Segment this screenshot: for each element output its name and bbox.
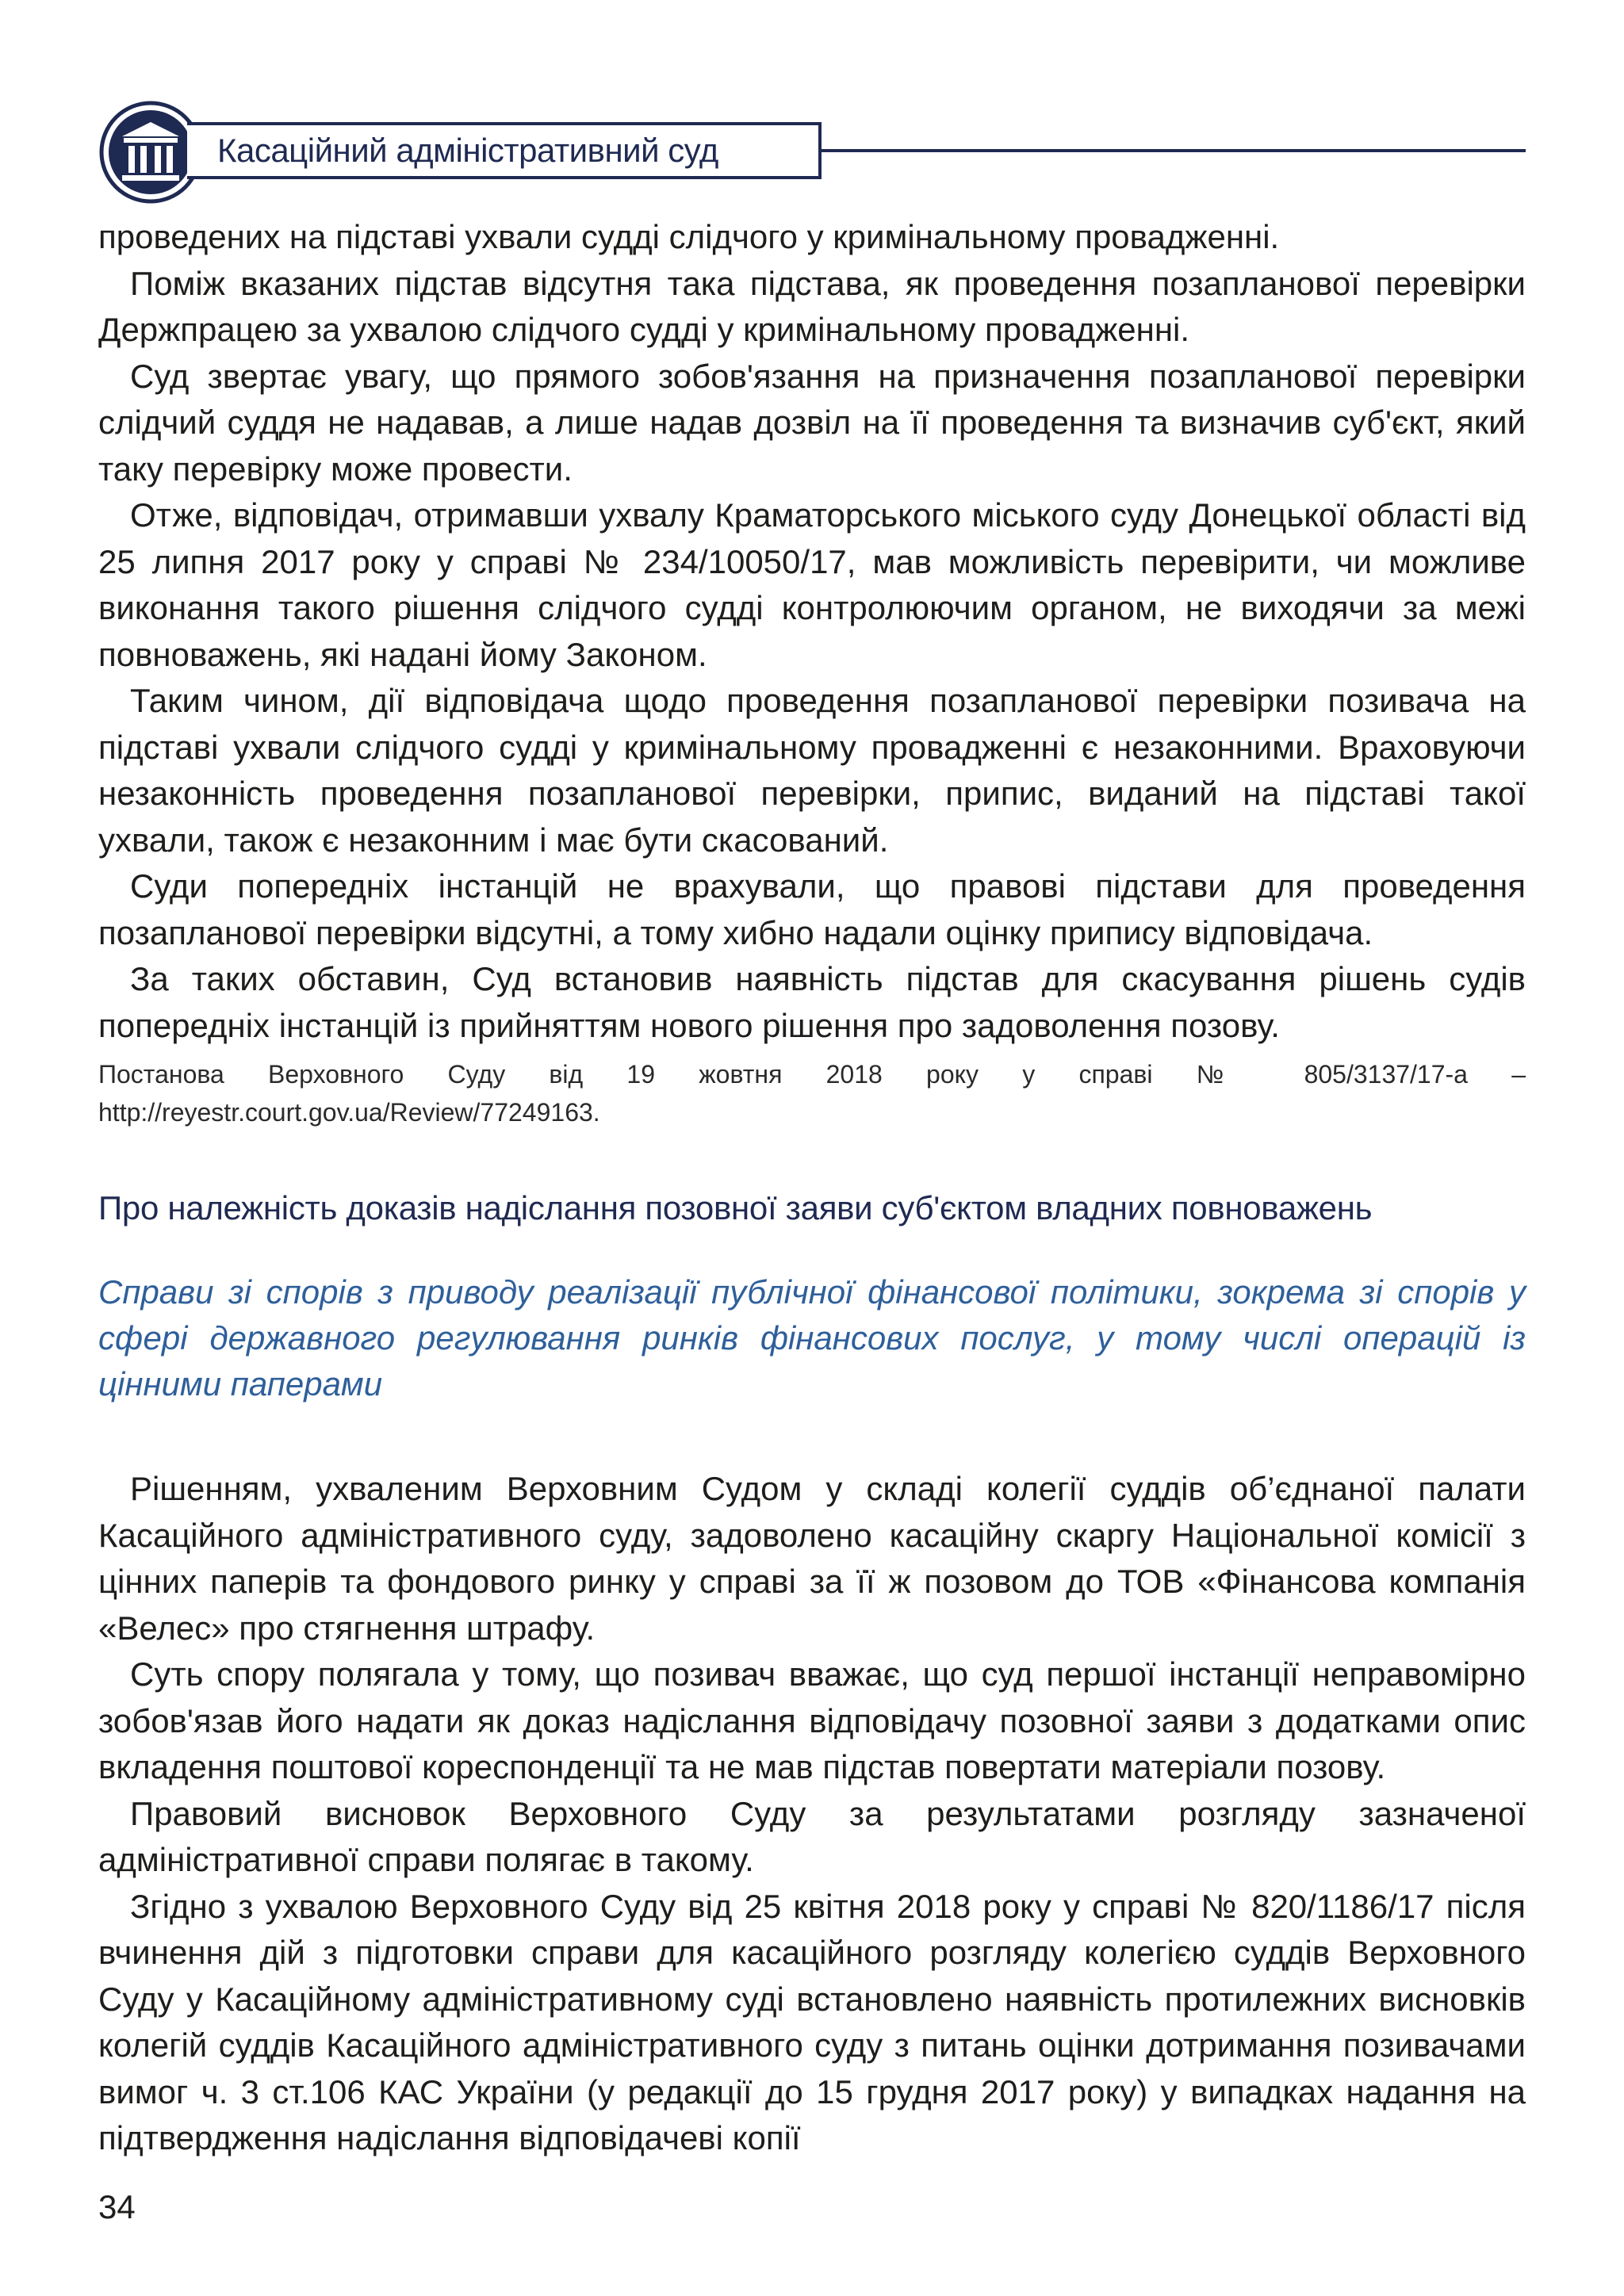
paragraph: Отже, відповідач, отримавши ухвалу Краматорського міського суду Донецької області від 25 липня 2017 року у справі № 234/10050/17, мав можливість перевірити, чи можливе виконання такого рішення слідчого судді контролюючим органом, не виходячи за межі повноважень, які надані йому Законом. [98,496,1526,673]
paragraph: Суд звертає увагу, що прямого зобов'язання на призначення позапланової перевірки слідчий суддя не надавав, а лише надав дозвіл на її проведення та визначив суб'єкт, який таку перевірку може провести. [98,357,1526,488]
page-number: 34 [98,2188,136,2225]
section-title: Про належність доказів надіслання позовної заяви суб'єктом владних повноважень [98,1189,1373,1226]
spacer [98,1407,1526,1466]
paragraph: За таких обставин, Суд встановив наявність підстав для скасування рішень судів попередніх інстанцій із прийняттям нового рішення про задоволення позову. [98,960,1526,1044]
court-name: Касаційний адміністративний суд [217,132,718,169]
page-header [98,100,1526,205]
paragraph: Згідно з ухвалою Верховного Суду від 25 квітня 2018 року у справі № 820/1186/17 після вчинення дій з підготовки справи для касаційного розгляду колегією суддів Верховного Суду у Касаційному адміністративному суді встановлено наявність протилежних висновків колегій суддів Касаційного адміністративного суду з питань оцінки дотримання позивачами вимог ч. 3 ст.106 КАС України (у редакції до 15 грудня 2017 року) у випадках надання на підтвердження надіслання відповідачеві копії [98,1887,1526,2156]
page-content [98,214,1526,2162]
paragraph-continued: проведених на підставі ухвали судді слідчого у кримінальному провадженні. [98,218,1280,255]
paragraph: Таким чином, дії відповідача щодо проведення позапланової перевірки позивача на підставі ухвали слідчого судді у кримінальному провадженні є незаконними. Враховуючи незаконність проведення позапланової перевірки, припис, виданий на підставі такої ухвали, також є незаконним і має бути скасований. [98,682,1526,859]
paragraph: Суди попередніх інстанцій не врахували, що правові підстави для проведення позапланової перевірки відсутні, а тому хибно надали оцінку припису відповідача. [98,867,1526,951]
paragraph: Поміж вказаних підстав відсутня така підстава, як проведення позапланової перевірки Держпрацею за ухвалою слідчого судді у кримінальному провадженні. [98,264,1526,348]
paragraph: Суть спору полягала у тому, що позивач вважає, що суд першої інстанції неправомірно зобов'язав його надати як доказ надіслання відповідачу позовної заяви з додатками опис вкладення поштової кореспонденції та не мав підстав повертати матеріали позову. [98,1655,1526,1785]
header-rule [820,149,1526,152]
paragraph: Правовий висновок Верховного Суду за результатами розгляду зазначеної адміністративної справи полягає в такому. [98,1794,1526,1878]
citation: Постанова Верховного Суду від 19 жовтня 2018 року у справі № 805/3137/17-а – http://reyestr.court.gov.ua/Review/77249163. [98,1060,1526,1127]
section-subtitle: Справи зі спорів з приводу реалізації публічної фінансової політики, зокрема зі спорів у сфері державного регулювання ринків фінансових послуг, у тому числі операцій із цінними паперами [98,1273,1526,1402]
paragraph: Рішенням, ухваленим Верховним Судом у складі колегії суддів об’єднаної палати Касаційного адміністративного суду, задоволено касаційну скаргу Національної комісії з цінних паперів та фондового ринку у справі за її ж позовом до ТОВ «Фінансова компанія «Велес» про стягнення штрафу. [98,1470,1526,1647]
